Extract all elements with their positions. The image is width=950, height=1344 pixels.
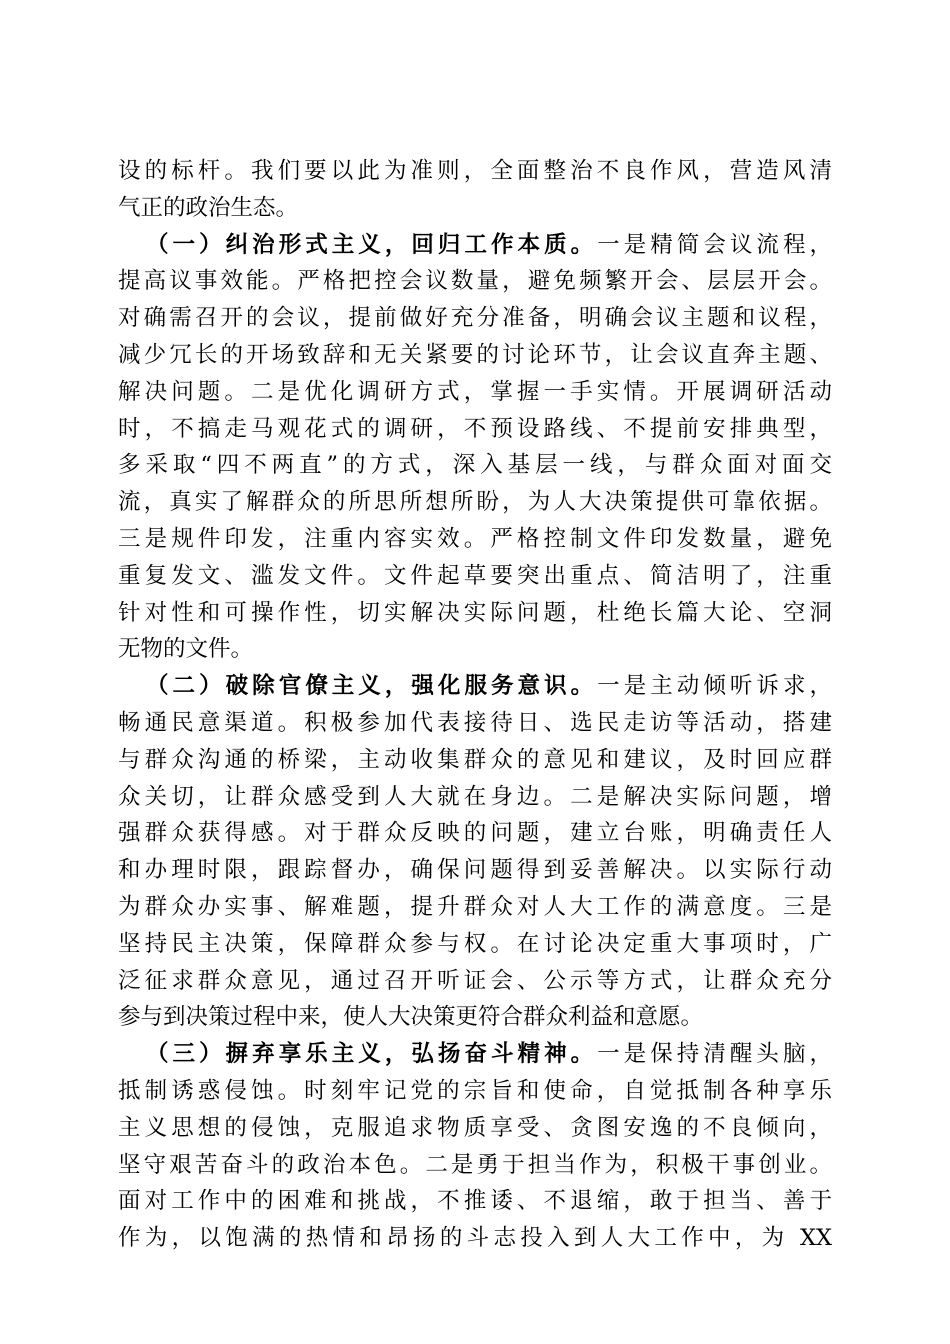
section-heading-3: （三）摒弃享乐主义，弘扬奋斗精神。 [146, 1041, 598, 1068]
text-line: 针对性和可操作性，切实解决实际问题，杜绝长篇大论、空洞 [118, 599, 832, 626]
text-line: 抵制诱惑侵蚀。时刻牢记党的宗旨和使命，自觉抵制各种享乐 [118, 1077, 832, 1104]
section-heading-2: （二）破除官僚主义，强化服务意识。 [146, 673, 598, 700]
text-line: 设的标杆。我们要以此为准则，全面整治不良作风，营造风清 [118, 158, 832, 184]
text-line: 畅通民意渠道。积极参加代表接待日、选民走访等活动，搭建 [118, 709, 832, 736]
text-line: 一是保持清醒头脑， [597, 1041, 832, 1068]
text-line: 主义思想的侵蚀，克服追求物质享受、贪图安逸的不良倾向， [118, 1114, 832, 1141]
document-body [118, 153, 832, 1257]
text-line: 参与到决策过程中来，使人大决策更符合群众利益和意愿。 [118, 1004, 704, 1031]
text-line: 流，真实了解群众的所思所想所盼，为人大决策提供可靠依据。 [118, 489, 832, 516]
text-line: 坚持民主决策，保障群众参与权。在讨论决定重大事项时，广 [118, 930, 832, 957]
text-line: 对确需召开的会议，提前做好充分准备，明确会议主题和议程， [118, 305, 832, 332]
text-line: 三是规件印发，注重内容实效。严格控制文件印发数量，避免 [118, 525, 832, 552]
text-line: 解决问题。二是优化调研方式，掌握一手实情。开展调研活动 [118, 378, 832, 405]
text-line: 提高议事效能。严格把控会议数量，避免频繁开会、层层开会。 [118, 268, 832, 295]
text-line: 强群众获得感。对于群众反映的问题，建立台账，明确责任人 [118, 820, 832, 847]
text-line: 泛征求群众意见，通过召开听证会、公示等方式，让群众充分 [118, 967, 832, 994]
text-line: 众关切，让群众感受到人大就在身边。二是解决实际问题，增 [118, 783, 832, 810]
text-line: 多采取“四不两直”的方式，深入基层一线，与群众面对面交 [118, 452, 832, 479]
text-line: 为群众办实事、解难题，提升群众对人大工作的满意度。三是 [118, 893, 832, 920]
text-line: 坚守艰苦奋斗的政治本色。二是勇于担当作为，积极干事创业。 [118, 1151, 832, 1178]
section-heading-1: （一）纠治形式主义，回归工作本质。 [146, 231, 598, 258]
text-line: 和办理时限，跟踪督办，确保问题得到妥善解决。以实际行动 [118, 857, 832, 884]
text-line: 一是主动倾听诉求， [597, 673, 832, 700]
text-line: 与群众沟通的桥梁，主动收集群众的意见和建议，及时回应群 [118, 746, 832, 773]
text-line: 一是精简会议流程， [597, 231, 832, 258]
section-heading-line-2 [118, 668, 832, 705]
section-heading-line-1 [118, 227, 832, 264]
text-line: 减少冗长的开场致辞和无关紧要的讨论环节，让会议直奔主题、 [118, 341, 832, 368]
text-line: 气正的政治生态。 [118, 194, 299, 221]
text-line: 无物的文件。 [118, 636, 254, 663]
text-line: 时，不搞走马观花式的调研，不预设路线、不提前安排典型， [118, 415, 832, 442]
text-line: 面对工作中的困难和挑战，不推诿、不退缩，敢于担当、善于 [118, 1188, 832, 1215]
text-line: 重复发文、滥发文件。文件起草要突出重点、简洁明了，注重 [118, 562, 832, 589]
section-heading-line-3 [118, 1036, 832, 1073]
text-line: 作为，以饱满的热情和昂扬的斗志投入到人大工作中，为 XX [118, 1225, 832, 1252]
